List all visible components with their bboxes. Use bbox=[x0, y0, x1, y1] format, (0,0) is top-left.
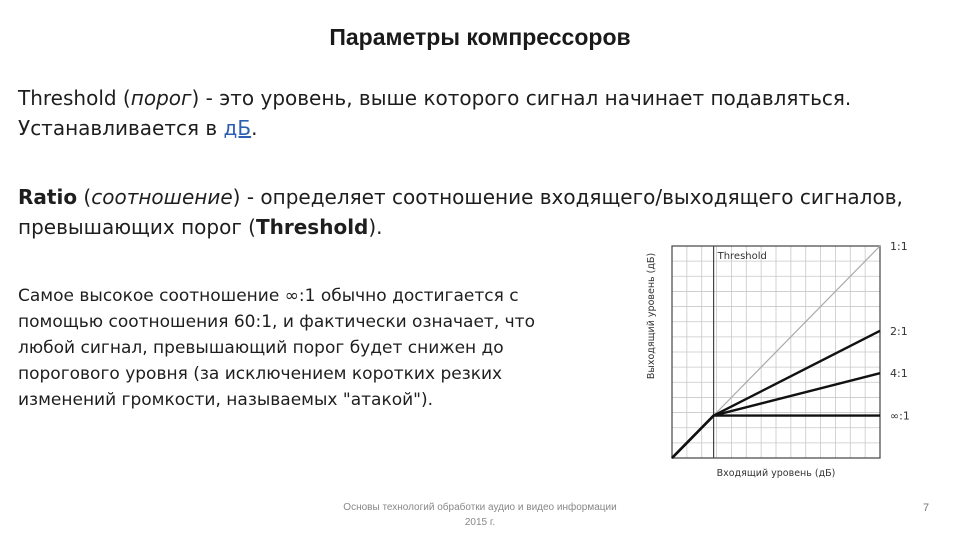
x-axis-label: Входящий уровень (дБ) bbox=[716, 468, 836, 478]
series-label: 1:1 bbox=[890, 240, 908, 253]
footer-line-1: Основы технологий обработки аудио и видео информации bbox=[343, 502, 617, 513]
ratio-paragraph: Ratio (соотношение) - определяет соотношение входящего/выходящего сигналов, превышающих порог (Threshold). bbox=[18, 185, 903, 239]
ratio-end: ). bbox=[368, 215, 383, 239]
compressor-ratio-chart bbox=[628, 238, 928, 478]
series-label: 4:1 bbox=[890, 367, 908, 381]
ratio-text: - определяет соотношение входящего/выходящего сигналов, превышающих порог ( bbox=[18, 185, 903, 239]
slide-footer bbox=[310, 500, 650, 530]
slide-title: Параметры компрессоров bbox=[329, 24, 631, 50]
series-label: 2:1 bbox=[890, 324, 908, 338]
threshold-end: . bbox=[251, 116, 258, 140]
threshold-text: - это уровень, выше которого сигнал начинает подавляться. Устанавливается в bbox=[18, 86, 852, 140]
note-paragraph: Самое высокое соотношение ∞:1 обычно достигается с помощью соотношения 60:1, и фактически означает, что любой сигнал, превышающий порог будет снижен до порогового уровня (за исключением коротких резких изменений громкости, называемых "атакой"). bbox=[18, 286, 535, 410]
threshold-paragraph: Threshold (порог) - это уровень, выше которого сигнал начинает подавляться. Устанавливается в дБ. bbox=[18, 86, 852, 140]
db-link[interactable]: дБ bbox=[223, 116, 252, 140]
page-number: 7 bbox=[922, 502, 930, 514]
threshold-term: Threshold bbox=[18, 86, 117, 110]
footer-line-2: 2015 г. bbox=[464, 517, 496, 528]
ratio-gloss: соотношение bbox=[91, 185, 233, 209]
series-label: ∞:1 bbox=[890, 409, 910, 423]
threshold-gloss: порог bbox=[130, 86, 192, 110]
y-axis-label: Выходящий уровень (дБ) bbox=[646, 252, 657, 380]
ratio-term: Ratio bbox=[18, 185, 78, 209]
threshold-reference: Threshold bbox=[256, 215, 369, 239]
threshold-label: Threshold bbox=[717, 251, 767, 262]
